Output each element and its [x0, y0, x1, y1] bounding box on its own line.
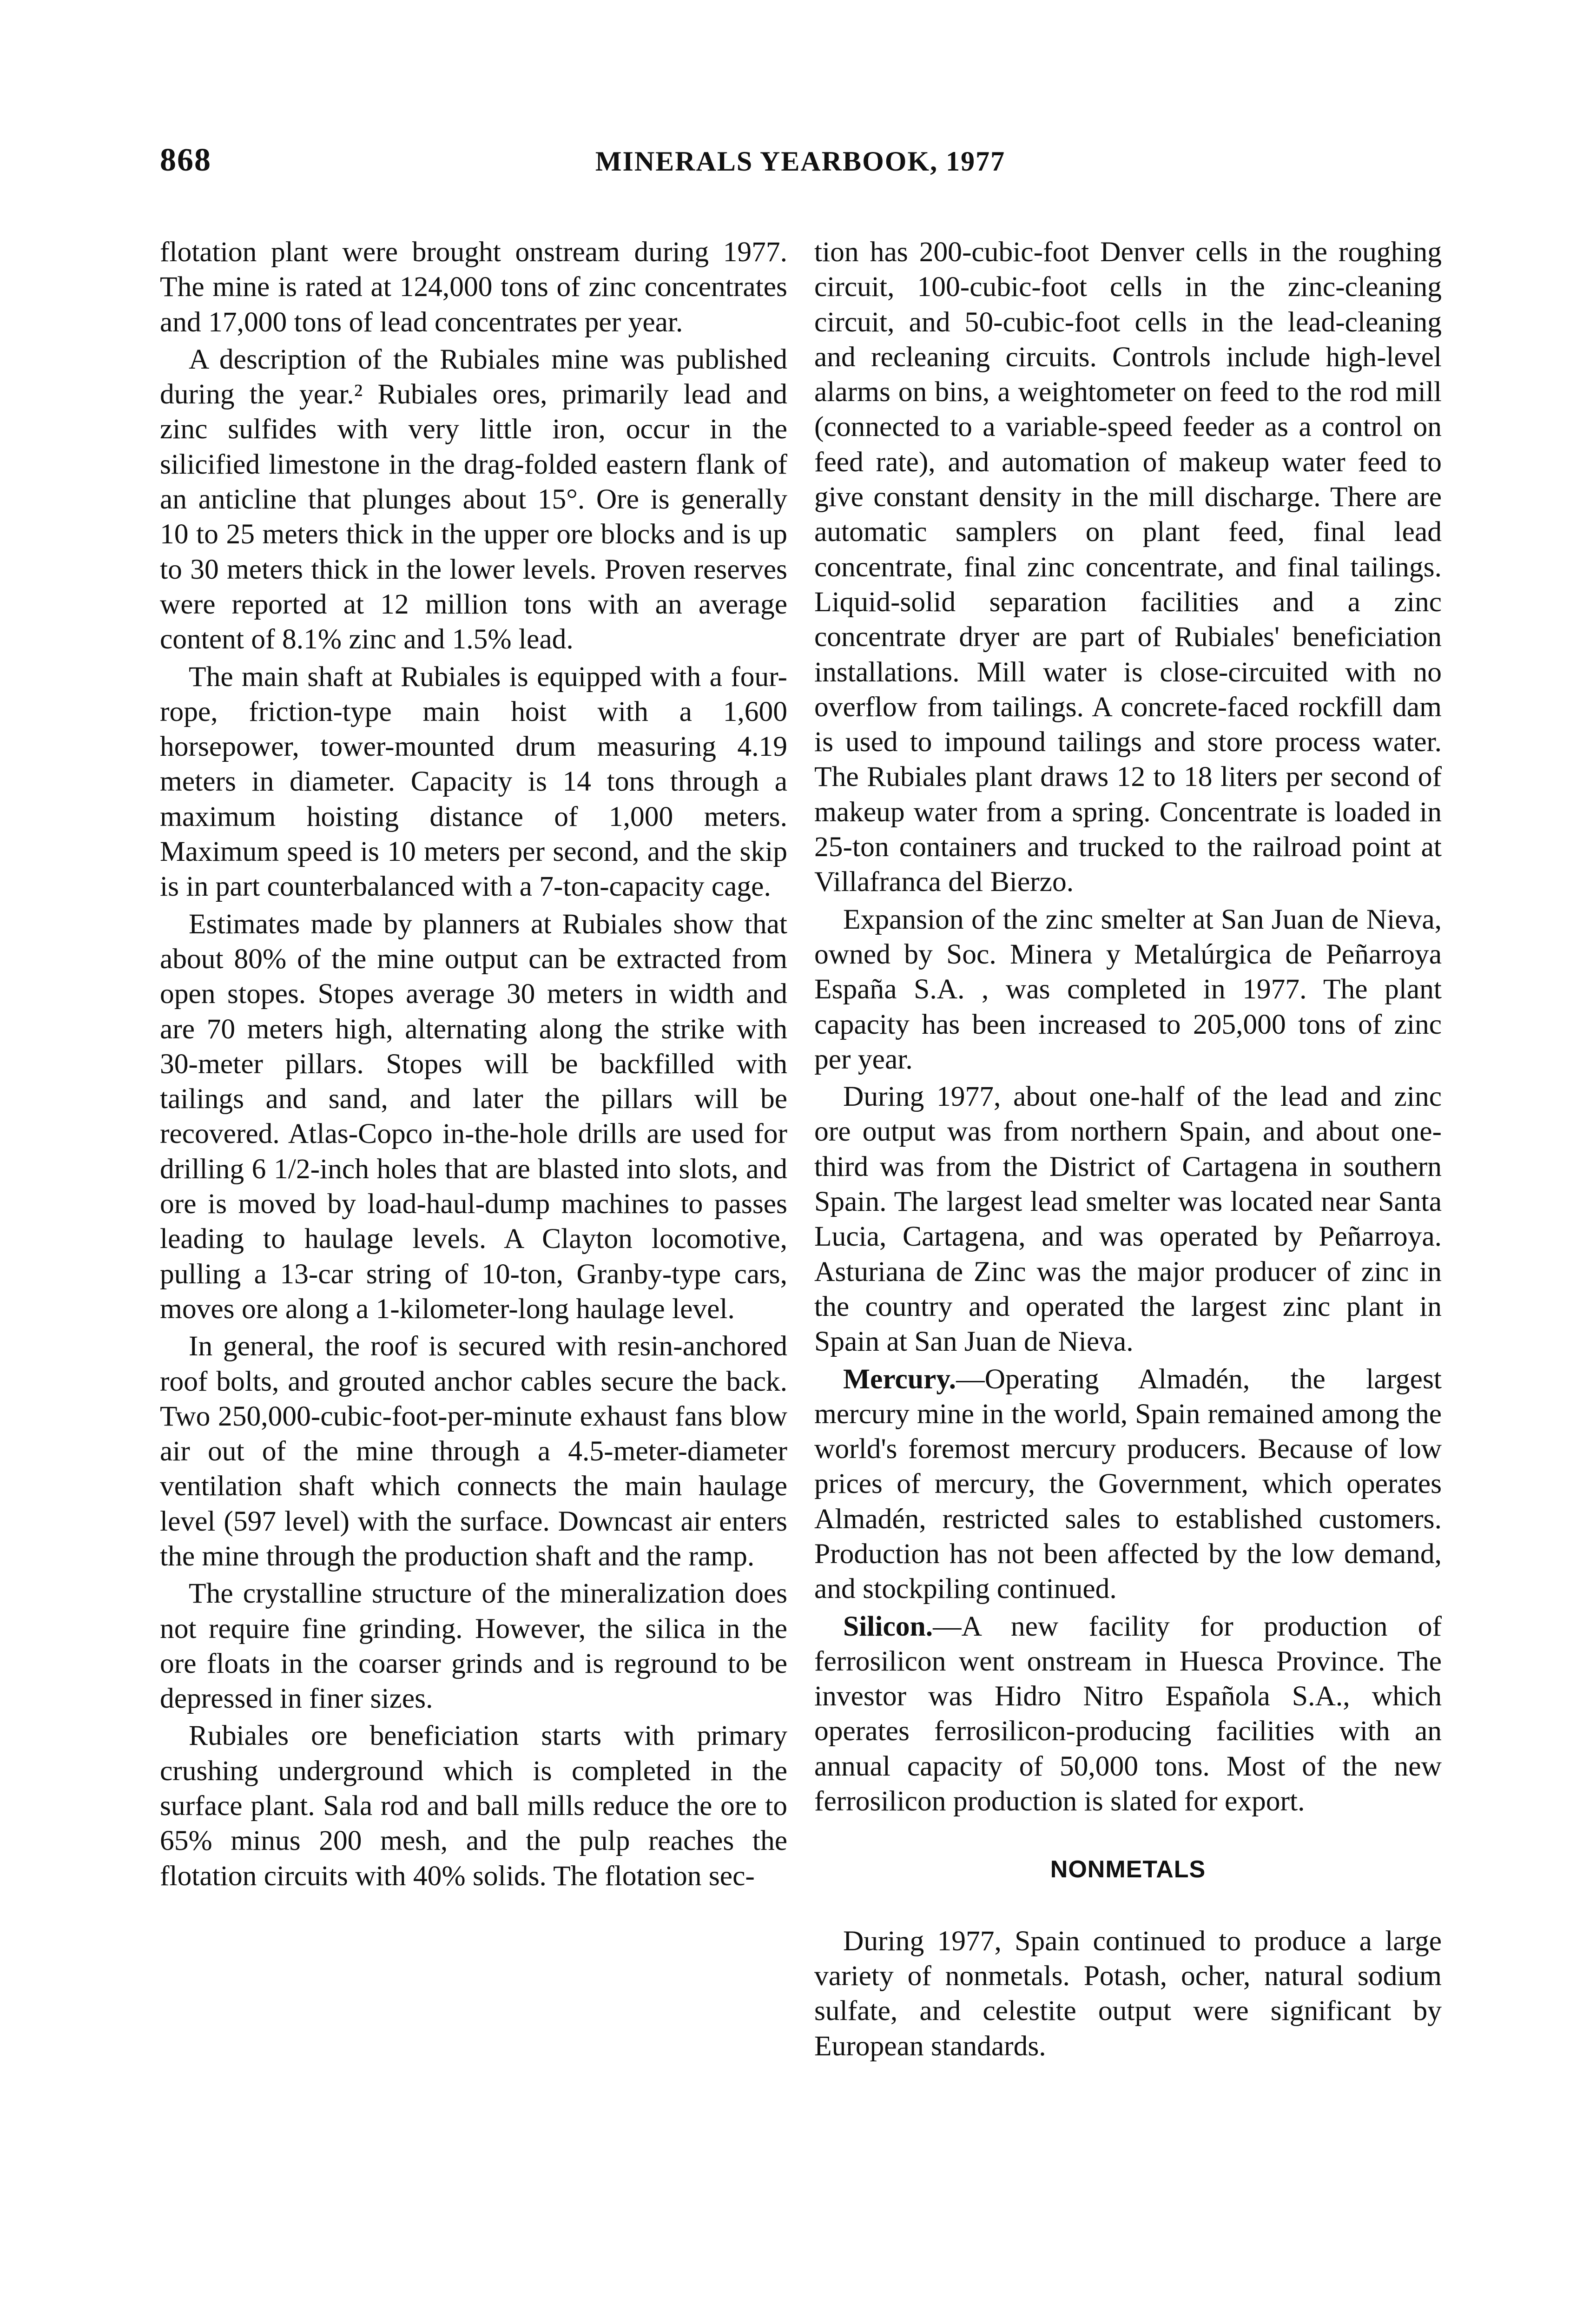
section-heading: NONMETALS [1050, 1856, 1206, 1883]
paragraph: Expansion of the zinc smelter at San Juan de Nieva, owned by Soc. Minera y Metalúrgica de Peñarroya España S.A. , was completed in 1977. The plant capacity has been increased to 205,000 tons of zinc per year. [814, 903, 1442, 1075]
run-in-heading: Silicon. [843, 1610, 933, 1642]
paragraph-text: —Operating Almadén, the largest mercury mine in the world, Spain remained among the world's foremost mercury producers. Because of low prices of mercury, the Government, which operates Almadén, restricted sales to established customers. Production has not been affected by the low demand, and stockpiling continued. [814, 1363, 1442, 1605]
paragraph: Rubiales ore beneficiation starts with primary crushing underground which is completed in the surface plant. Sala rod and ball mills reduce the ore to 65% minus 200 mesh, and the pulp reaches the flotation circuits with 40% solids. The flotation sec- [160, 1720, 787, 1892]
paragraph: Estimates made by planners at Rubiales show that about 80% of the mine output can be extracted from open stopes. Stopes average 30 meters in width and are 70 meters high, alternating along the strike with 30-meter pillars. Stopes will be backfilled with tailings and sand, and later the pillars will be recovered. Atlas-Copco in-the-hole drills are used for drilling 6 1/2-inch holes that are blasted into slots, and ore is moved by load-haul-dump machines to passes leading to haulage levels. A Clayton locomotive, pulling a 13-car string of 10-ton, Granby-type cars, moves ore along a 1-kilometer-long haulage level. [160, 908, 787, 1325]
paragraph: During 1977, Spain continued to produce a large variety of nonmetals. Potash, ocher, natural sodium sulfate, and celestite output were significant by European standards. [814, 1925, 1442, 2062]
paragraph: A description of the Rubiales mine was published during the year.² Rubiales ores, primarily lead and zinc sulfides with very little iron, occur in the silicified limestone in the drag-folded eastern flank of an anticline that plunges about 15°. Ore is generally 10 to 25 meters thick in the upper ore blocks and is up to 30 meters thick in the lower levels. Proven reserves were reported at 12 million tons with an average content of 8.1% zinc and 1.5% lead. [160, 343, 787, 655]
page-number: 868 [160, 142, 211, 178]
paragraph: The main shaft at Rubiales is equipped with a four-rope, friction-type main hoist with a 1,600 horsepower, tower-mounted drum measuring 4.19 meters in diameter. Capacity is 14 tons through a maximum hoisting distance of 1,000 meters. Maximum speed is 10 meters per second, and the skip is in part counterbalanced with a 7-ton-capacity cage. [160, 660, 787, 903]
paragraph: In general, the roof is secured with resin-anchored roof bolts, and grouted anchor cables secure the back. Two 250,000-cubic-foot-per-minute exhaust fans blow air out of the mine through a 4.5-meter-diameter ventilation shaft which connects the main haulage level (597 level) with the surface. Downcast air enters the mine through the production shaft and the ramp. [160, 1330, 787, 1572]
paragraph-silicon [814, 1609, 1442, 1819]
right-column [814, 235, 1442, 2066]
paragraph: tion has 200-cubic-foot Denver cells in the roughing circuit, 100-cubic-foot cells in the zinc-cleaning circuit, and 50-cubic-foot cells in the lead-cleaning and recleaning circuits. Controls include high-level alarms on bins, a weightometer on feed to the rod mill (connected to a variable-speed feeder as a control on feed rate), and automation of makeup water feed to give constant density in the mill discharge. There are automatic samplers on plant feed, final lead concentrate, final zinc concentrate, and final tailings. Liquid-solid separation facilities and a zinc concentrate dryer are part of Rubiales' beneficiation installations. Mill water is close-circuited with no overflow from tailings. A concrete-faced rockfill dam is used to impound tailings and store process water. The Rubiales plant draws 12 to 18 liters per second of makeup water from a spring. Concentrate is loaded in 25-ton containers and trucked to the railroad point at Villafranca del Bierzo. [814, 236, 1442, 898]
paragraph: During 1977, about one-half of the lead and zinc ore output was from northern Spain, and about one-third was from the District of Cartagena in southern Spain. The largest lead smelter was located near Santa Lucia, Cartagena, and was operated by Peñarroya. Asturiana de Zinc was the major producer of zinc in the country and operated the largest zinc plant in Spain at San Juan de Nieva. [814, 1081, 1442, 1358]
paragraph-mercury [814, 1362, 1442, 1607]
left-column [160, 235, 787, 1896]
paragraph-text: —A new facility for production of ferrosilicon went onstream in Huesca Province. The investor was Hidro Nitro Española S.A., which operates ferrosilicon-producing facilities with an annual capacity of 50,000 tons. Most of the new ferrosilicon production is slated for export. [814, 1610, 1442, 1817]
running-head: MINERALS YEARBOOK, 1977 [595, 146, 1006, 177]
paragraph: The crystalline structure of the mineralization does not require fine grinding. However, the silica in the ore floats in the coarser grinds and is reground to be depressed in finer sizes. [160, 1578, 787, 1715]
run-in-heading: Mercury. [843, 1363, 956, 1395]
paragraph: flotation plant were brought onstream during 1977. The mine is rated at 124,000 tons of zinc concentrates and 17,000 tons of lead concentrates per year. [160, 236, 787, 338]
page-header [160, 142, 1441, 184]
